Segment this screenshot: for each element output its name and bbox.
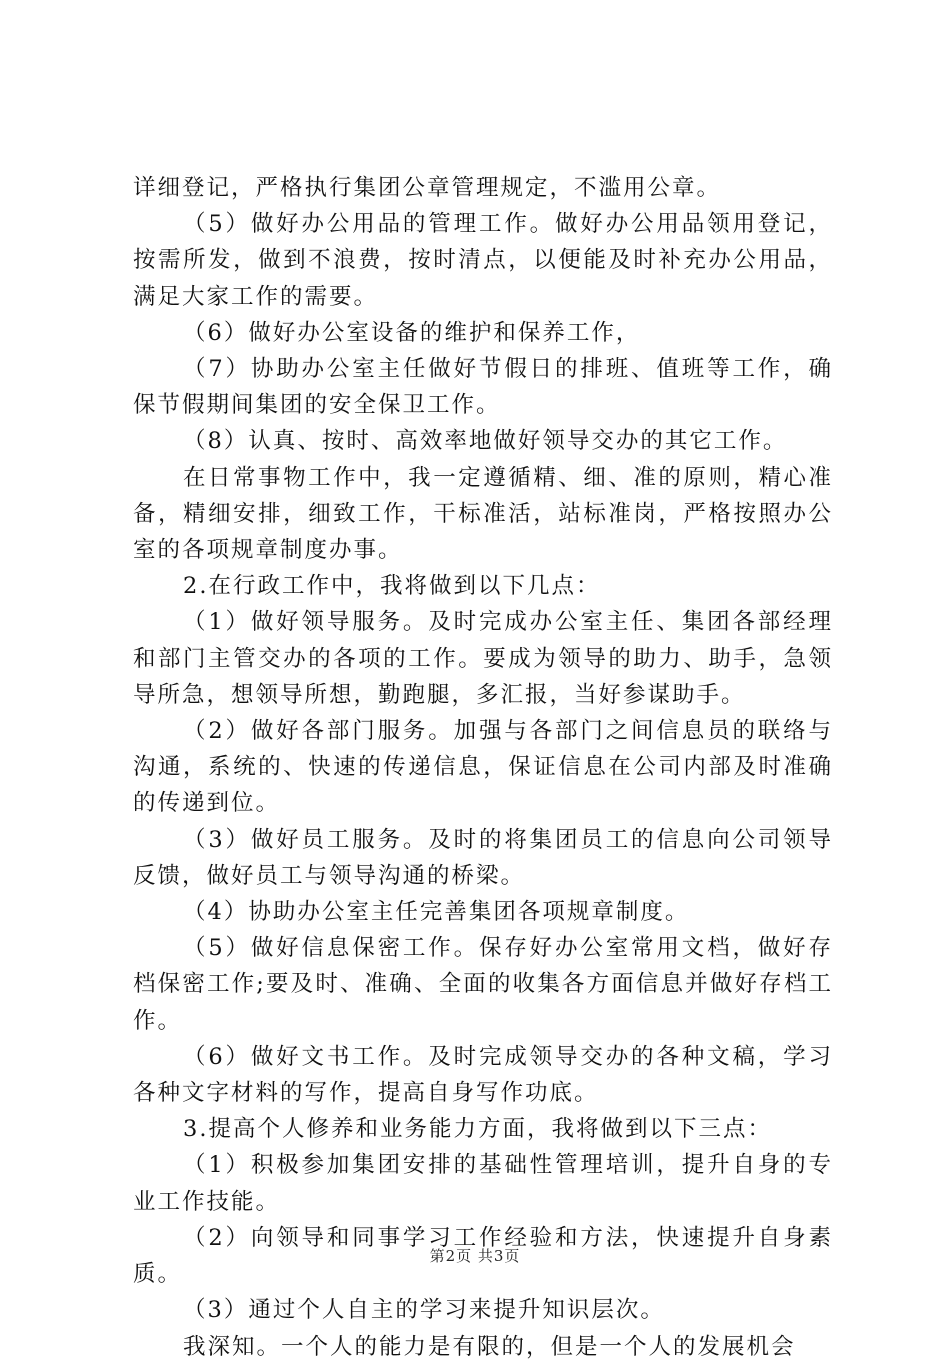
- section-heading: 3.提高个人修养和业务能力方面，我将做到以下三点：: [183, 1116, 772, 1143]
- paragraph: （1）积极参加集团安排的基础性管理培训，提升自身的专业工作技能。: [133, 1152, 833, 1215]
- paragraph: （4）协助办公室主任完善集团各项规章制度。: [183, 899, 690, 926]
- paragraph: （7）协助办公室主任做好节假日的排班、值班等工作，确保节假期间集团的安全保卫工作。: [133, 356, 833, 419]
- paragraph: （2）向领导和同事学习工作经验和方法，快速提升自身素质。: [133, 1224, 833, 1288]
- paragraph: （2）做好各部门服务。加强与各部门之间信息员的联络与沟通，系统的、快速的传递信息，保证信息在公司内部及时准确的传递到位。: [133, 718, 833, 817]
- paragraph: （5）做好办公用品的管理工作。做好办公用品领用登记，按需所发，做到不浪费，按时清点，以便能及时补充办公用品，满足大家工作的需要。: [133, 211, 833, 310]
- paragraph: （5）做好信息保密工作。保存好办公室常用文档，做好存档保密工作;要及时、准确、全面的收集各方面信息并做好存档工作。: [133, 935, 833, 1034]
- paragraph: （3）做好员工服务。及时的将集团员工的信息向公司领导反馈，做好员工与领导沟通的桥梁。: [133, 826, 833, 889]
- paragraph: （8）认真、按时、高效率地做好领导交办的其它工作。: [183, 428, 788, 455]
- paragraph: （3）通过个人自主的学习来提升知识层次。: [183, 1297, 665, 1324]
- paragraph: 详细登记，严格执行集团公章管理规定，不滥用公章。: [133, 175, 722, 201]
- page-number-footer: 第2页 共3页: [429, 1247, 521, 1265]
- paragraph: （6）做好办公室设备的维护和保养工作，: [183, 319, 641, 346]
- paragraph: 我深知。一个人的能力是有限的，但是一个人的发展机会: [183, 1333, 796, 1360]
- paragraph: 在日常事物工作中，我一定遵循精、细、准的原则，精心准备，精细安排，细致工作，干标准活，站标准岗，严格按照办公室的各项规章制度办事。: [133, 464, 833, 564]
- section-heading: 2.在行政工作中，我将做到以下几点：: [183, 573, 601, 600]
- paragraph: （6）做好文书工作。及时完成领导交办的各种文稿，学习各种文字材料的写作，提高自身写作功底。: [133, 1043, 833, 1107]
- paragraph: （1）做好领导服务。及时完成办公室主任、集团各部经理和部门主管交办的各项的工作。要成为领导的助力、助手，急领导所急，想领导所想，勤跑腿，多汇报，当好参谋助手。: [133, 609, 833, 708]
- document-body: [133, 170, 833, 1365]
